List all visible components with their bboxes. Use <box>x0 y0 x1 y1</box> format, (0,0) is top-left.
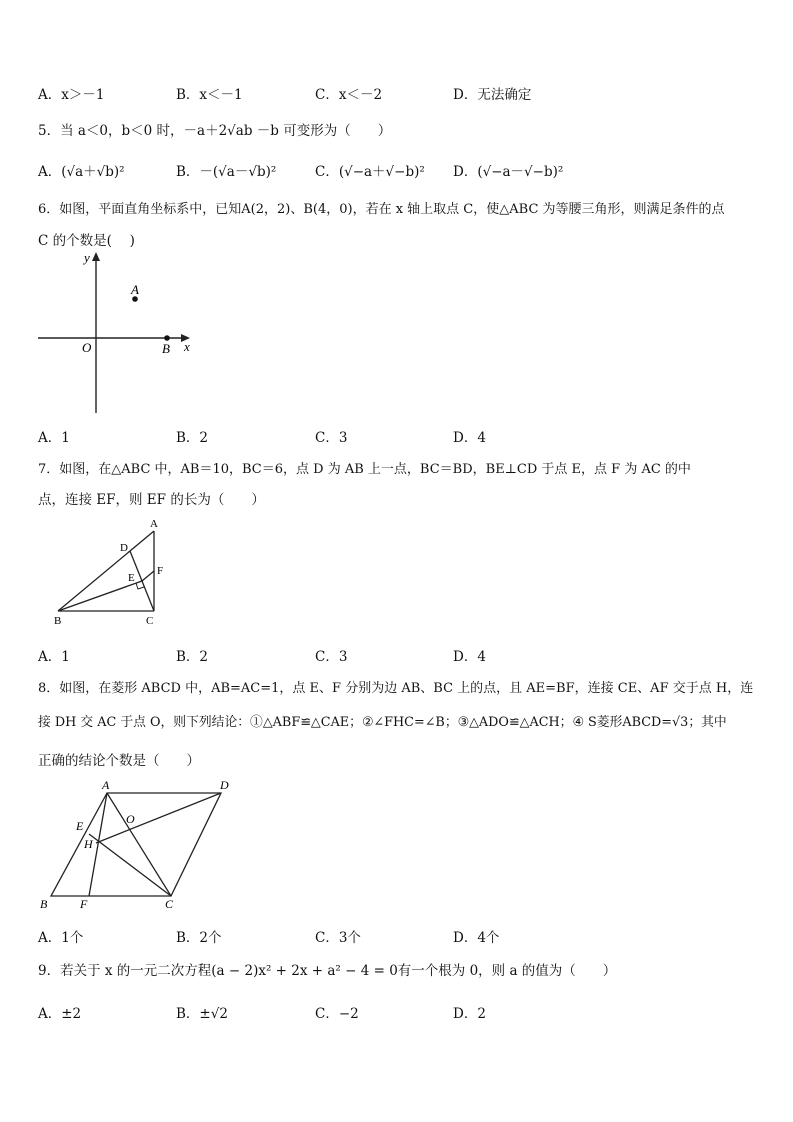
q6-y-label: y <box>84 250 90 265</box>
q7-segment-ba <box>58 531 154 611</box>
q7-option-a: A．1 <box>38 649 70 665</box>
q8-label-e: E <box>76 819 84 833</box>
q4-option-d: D．无法确定 <box>453 87 532 103</box>
q6-stem-line1: 6．如图，平面直角坐标系中，已知A(2，2)、B(4，0)，若在 x 轴上取点 C，使△ABC 为等腰三角形，则满足条件的点 <box>38 202 725 217</box>
q9-option-c: C．−2 <box>315 1006 359 1022</box>
q4-option-a: A．x＞－1 <box>38 87 105 103</box>
q7-segment-be <box>58 581 142 611</box>
q6-point-b <box>164 335 170 341</box>
q6-stem-line2: C 的个数是( ) <box>38 233 135 249</box>
q7-label-d: D <box>120 542 128 554</box>
q7-label-b: B <box>54 615 62 627</box>
q8-stem-line2: 接 DH 交 AC 于点 O，则下列结论：①△ABF≌△CAE；②∠FHC=∠B；③△ADO≌△ACH；④ S菱形ABCD=√3；其中 <box>38 715 727 730</box>
q4-option-c: C．x＜－2 <box>315 87 383 103</box>
q8-label-b: B <box>40 897 48 911</box>
q6-point-a-label: A <box>131 282 139 297</box>
q7-label-f: F <box>157 565 164 577</box>
q8-option-b: B．2个 <box>176 930 222 946</box>
q8-stem-line3: 正确的结论个数是（ ） <box>38 753 200 769</box>
q9-option-d: D．2 <box>453 1006 486 1022</box>
q5-option-a: A．(√a＋√b)² <box>38 164 125 180</box>
q7-stem-line1: 7．如图，在△ABC 中，AB＝10，BC＝6，点 D 为 AB 上一点，BC＝BD，BE⊥CD 于点 E，点 F 为 AC 的中 <box>38 462 691 477</box>
q8-segment-dh <box>96 793 221 843</box>
q7-stem-line2: 点，连接 EF，则 EF 的长为（ ） <box>38 492 265 508</box>
q8-option-a: A．1个 <box>38 930 84 946</box>
q7-segment-ef <box>142 571 154 581</box>
q6-y-arrow <box>92 252 100 261</box>
q8-figure <box>36 776 236 912</box>
q6-option-a: A．1 <box>38 430 70 446</box>
q6-origin-label: O <box>82 340 92 355</box>
q8-label-a: A <box>102 778 110 792</box>
q7-label-a: A <box>150 518 158 530</box>
q9-stem: 9．若关于 x 的一元二次方程(a − 2)x² + 2x + a² − 4 = 0有一个根为 0，则 a 的值为（ ） <box>38 963 617 979</box>
q8-option-d: D．4个 <box>453 930 500 946</box>
q8-label-d: D <box>220 778 229 792</box>
q6-option-d: D．4 <box>453 430 486 446</box>
q8-segment-ce <box>89 834 171 896</box>
q4-option-b: B．x＜－1 <box>176 87 243 103</box>
q9-option-a: A．±2 <box>38 1006 82 1022</box>
q8-option-c: C．3个 <box>315 930 361 946</box>
q6-x-label: x <box>184 339 190 354</box>
q6-point-a <box>132 296 138 302</box>
q8-label-h: H <box>84 837 93 851</box>
q8-rhombus <box>51 793 221 896</box>
q7-option-b: B．2 <box>176 649 209 665</box>
q5-option-c: C．(√−a＋√−b)² <box>315 164 425 180</box>
q7-figure <box>50 514 180 630</box>
q7-label-c: C <box>146 615 154 627</box>
q7-option-c: C．3 <box>315 649 348 665</box>
q8-stem-line1: 8．如图，在菱形 ABCD 中，AB=AC=1，点 E、F 分别为边 AB、BC 上的点，且 AE=BF，连接 CE、AF 交于点 H，连 <box>38 681 754 696</box>
q5-stem: 5．当 a＜0，b＜0 时，－a＋2√ab －b 可变形为（ ） <box>38 123 392 139</box>
q6-option-b: B．2 <box>176 430 209 446</box>
q7-option-d: D．4 <box>453 649 486 665</box>
q9-option-b: B．±√2 <box>176 1006 228 1022</box>
q8-label-o: O <box>126 812 135 826</box>
q8-diagonal-ac <box>107 793 171 896</box>
q8-label-c: C <box>165 897 174 911</box>
q6-option-c: C．3 <box>315 430 348 446</box>
q6-point-b-label: B <box>162 341 170 356</box>
q7-label-e: E <box>128 572 135 584</box>
q5-option-d: D．(√−a－√−b)² <box>453 164 564 180</box>
q8-label-f: F <box>80 897 88 911</box>
q6-figure <box>30 248 200 418</box>
q5-option-b: B．－(√a－√b)² <box>176 164 277 180</box>
